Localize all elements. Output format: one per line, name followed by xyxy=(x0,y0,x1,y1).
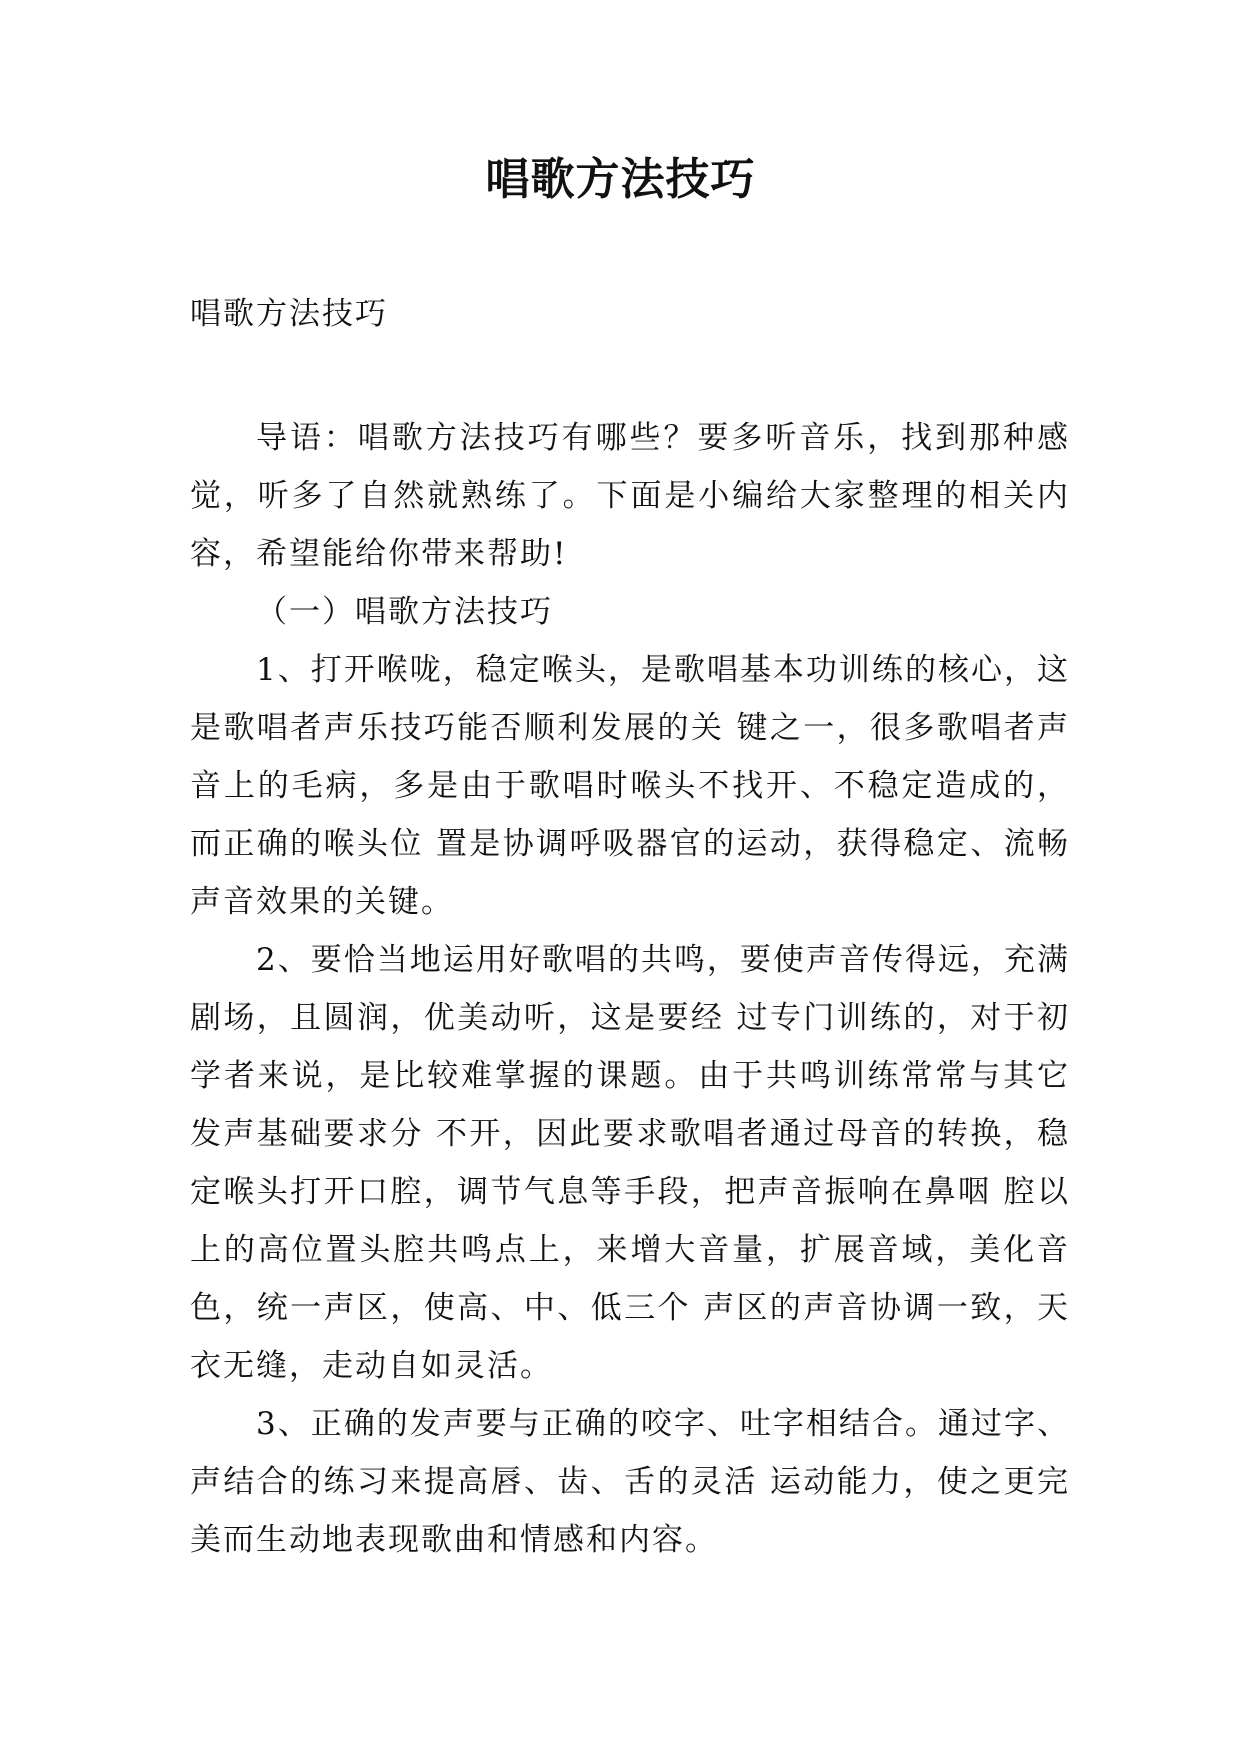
tip-paragraph-3: 3、正确的发声要与正确的咬字、吐字相结合。通过字、声结合的练习来提高唇、齿、舌的灵活 运动能力，使之更完美而生动地表现歌曲和情感和内容。 xyxy=(190,1406,1070,1558)
tip-paragraph-2: 2、要恰当地运用好歌唱的共鸣，要使声音传得远，充满剧场，且圆润，优美动听，这是要经 过专门训练的，对于初学者来说，是比较难掌握的课题。由于共鸣训练常常与其它发声基础要求分 不开，因此要求歌唱者通过母音的转换，稳定喉头打开口腔，调节气息等手段，把声音振响在鼻咽 腔以上的高位置头腔共鸣点上，来增大音量，扩展音域，美化音色，统一声区，使高、中、低三个 声区的声音协调一致，天衣无缝，走动自如灵活。 xyxy=(190,942,1070,1384)
intro-paragraph: 导语：唱歌方法技巧有哪些？要多听音乐，找到那种感觉，听多了自然就熟练了。下面是小编给大家整理的相关内容，希望能给你带来帮助! xyxy=(190,420,1070,572)
section-heading: （一）唱歌方法技巧 xyxy=(256,594,553,630)
document-subtitle: 唱歌方法技巧 xyxy=(190,296,388,332)
document-title: 唱歌方法技巧 xyxy=(485,154,756,205)
document-body xyxy=(190,285,1070,1569)
tip-paragraph-1: 1、打开喉咙，稳定喉头，是歌唱基本功训练的核心，这是歌唱者声乐技巧能否顺利发展的关 键之一，很多歌唱者声音上的毛病，多是由于歌唱时喉头不找开、不稳定造成的，而正确的喉头位 置是协调呼吸器官的运动，获得稳定、流畅声音效果的关键。 xyxy=(190,652,1070,920)
